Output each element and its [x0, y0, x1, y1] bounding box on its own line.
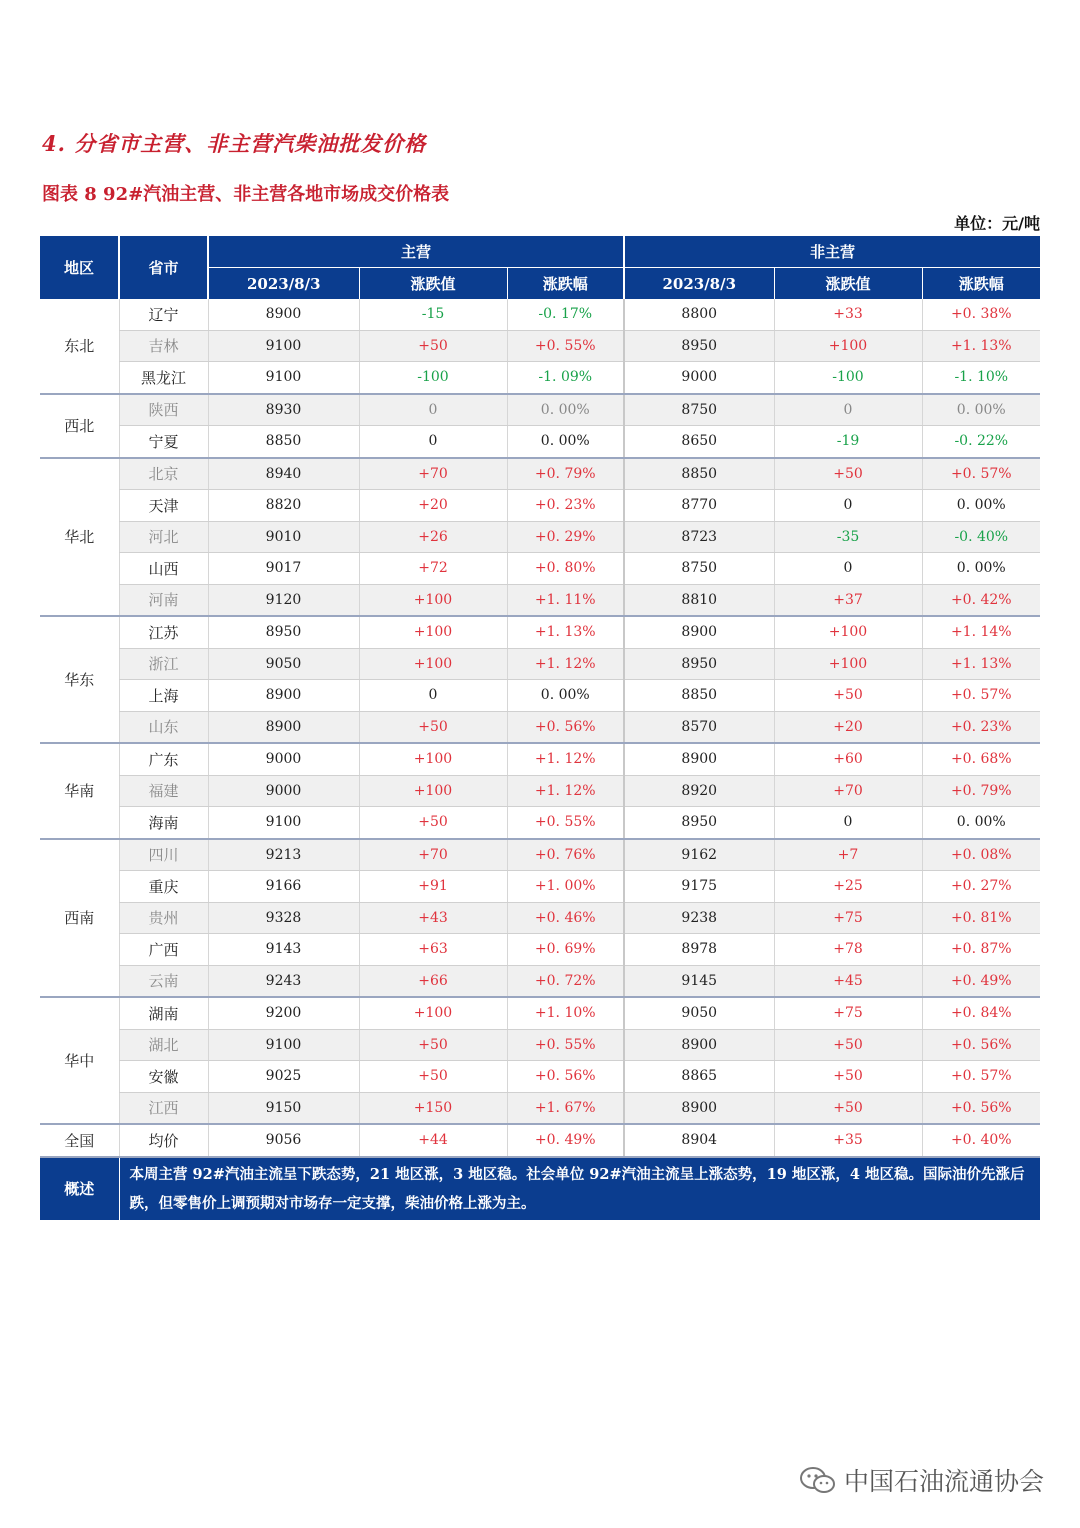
- header-nonmain-date: 2023/8/3: [624, 268, 774, 300]
- nonmain-change-cell: +50: [774, 458, 922, 490]
- price-table: [40, 236, 1040, 1220]
- nonmain-price-cell: 9000: [624, 362, 774, 394]
- main-pct-cell: +1. 11%: [507, 584, 624, 616]
- province-cell: 上海: [119, 680, 208, 712]
- main-pct-cell: +0. 79%: [507, 458, 624, 490]
- main-pct-cell: +0. 46%: [507, 902, 624, 934]
- nonmain-change-cell: +50: [774, 1029, 922, 1061]
- main-change-cell: +50: [359, 1061, 507, 1093]
- province-cell: 天津: [119, 490, 208, 522]
- province-cell: 河南: [119, 584, 208, 616]
- header-region: 地区: [40, 236, 119, 299]
- main-price-cell: 8940: [208, 458, 359, 490]
- nonmain-pct-cell: +0. 38%: [922, 299, 1040, 330]
- region-cell: 西南: [40, 839, 119, 998]
- nonmain-change-cell: +78: [774, 934, 922, 966]
- table-row: [40, 997, 1040, 1029]
- main-price-cell: 9143: [208, 934, 359, 966]
- main-price-cell: 9100: [208, 807, 359, 839]
- main-pct-cell: +0. 55%: [507, 1029, 624, 1061]
- table-row: [40, 1092, 1040, 1124]
- main-change-cell: +66: [359, 965, 507, 997]
- table-row: [40, 584, 1040, 616]
- table-body: [40, 299, 1040, 1157]
- nonmain-price-cell: 8950: [624, 807, 774, 839]
- watermark: [798, 1462, 1044, 1498]
- nonmain-price-cell: 8904: [624, 1124, 774, 1157]
- province-cell: 浙江: [119, 648, 208, 680]
- province-cell: 贵州: [119, 902, 208, 934]
- summary-row: [40, 1157, 1040, 1220]
- table-row: [40, 1029, 1040, 1061]
- main-price-cell: 9166: [208, 871, 359, 903]
- table-title: 图表 8 92#汽油主营、非主营各地市场成交价格表: [42, 184, 450, 205]
- main-change-cell: +20: [359, 490, 507, 522]
- nonmain-pct-cell: +0. 56%: [922, 1092, 1040, 1124]
- main-price-cell: 8900: [208, 711, 359, 743]
- nonmain-pct-cell: 0. 00%: [922, 394, 1040, 426]
- nonmain-price-cell: 8865: [624, 1061, 774, 1093]
- wechat-icon: [798, 1465, 838, 1495]
- main-pct-cell: +1. 12%: [507, 775, 624, 807]
- main-pct-cell: +0. 49%: [507, 1124, 624, 1157]
- province-cell: 江西: [119, 1092, 208, 1124]
- region-cell: 华东: [40, 616, 119, 743]
- nonmain-price-cell: 8770: [624, 490, 774, 522]
- main-price-cell: 9000: [208, 743, 359, 775]
- main-price-cell: 9100: [208, 1029, 359, 1061]
- table-row: [40, 299, 1040, 330]
- main-price-cell: 9120: [208, 584, 359, 616]
- nonmain-price-cell: 8810: [624, 584, 774, 616]
- summary-text: 本周主营 92#汽油主流呈下跌态势，21 地区涨，3 地区稳。社会单位 92#汽油主流呈上涨态势，19 地区涨，4 地区稳。国际油价先涨后跌，但零售价上调预期对市场存一定支撑，柴油价格上涨为主。: [119, 1157, 1040, 1220]
- main-pct-cell: -0. 17%: [507, 299, 624, 330]
- province-cell: 江苏: [119, 616, 208, 648]
- main-price-cell: 9150: [208, 1092, 359, 1124]
- main-price-cell: 9056: [208, 1124, 359, 1157]
- nonmain-pct-cell: +0. 57%: [922, 1061, 1040, 1093]
- province-cell: 重庆: [119, 871, 208, 903]
- nonmain-pct-cell: +0. 40%: [922, 1124, 1040, 1157]
- province-cell: 辽宁: [119, 299, 208, 330]
- region-cell: 华中: [40, 997, 119, 1124]
- main-pct-cell: +0. 55%: [507, 330, 624, 362]
- nonmain-pct-cell: +0. 49%: [922, 965, 1040, 997]
- main-pct-cell: +0. 29%: [507, 521, 624, 553]
- table-row: [40, 458, 1040, 490]
- nonmain-price-cell: 8900: [624, 1029, 774, 1061]
- main-change-cell: +44: [359, 1124, 507, 1157]
- nonmain-pct-cell: +0. 68%: [922, 743, 1040, 775]
- main-change-cell: +50: [359, 807, 507, 839]
- region-cell: 全国: [40, 1124, 119, 1157]
- main-change-cell: +91: [359, 871, 507, 903]
- header-province: 省市: [119, 236, 208, 299]
- header-nonmain-change-value: 涨跌值: [774, 268, 922, 300]
- nonmain-pct-cell: 0. 00%: [922, 553, 1040, 585]
- table-row: [40, 362, 1040, 394]
- main-change-cell: +72: [359, 553, 507, 585]
- table-row: [40, 394, 1040, 426]
- nonmain-price-cell: 8950: [624, 648, 774, 680]
- header-nonmain-change-pct: 涨跌幅: [922, 268, 1040, 300]
- province-cell: 黑龙江: [119, 362, 208, 394]
- region-cell: 华南: [40, 743, 119, 839]
- nonmain-price-cell: 8978: [624, 934, 774, 966]
- province-cell: 广西: [119, 934, 208, 966]
- province-cell: 山西: [119, 553, 208, 585]
- main-change-cell: +100: [359, 997, 507, 1029]
- summary-label: 概述: [40, 1157, 119, 1220]
- region-cell: 东北: [40, 299, 119, 394]
- table-row: [40, 1124, 1040, 1157]
- nonmain-pct-cell: +0. 84%: [922, 997, 1040, 1029]
- main-pct-cell: 0. 00%: [507, 394, 624, 426]
- nonmain-change-cell: +25: [774, 871, 922, 903]
- main-price-cell: 9000: [208, 775, 359, 807]
- nonmain-change-cell: 0: [774, 553, 922, 585]
- main-pct-cell: +0. 69%: [507, 934, 624, 966]
- main-price-cell: 9010: [208, 521, 359, 553]
- main-price-cell: 8930: [208, 394, 359, 426]
- nonmain-price-cell: 8650: [624, 426, 774, 458]
- unit-label: 单位：元/吨: [954, 214, 1040, 233]
- main-pct-cell: 0. 00%: [507, 680, 624, 712]
- main-change-cell: -15: [359, 299, 507, 330]
- nonmain-pct-cell: +0. 56%: [922, 1029, 1040, 1061]
- nonmain-price-cell: 8750: [624, 553, 774, 585]
- header-main-date: 2023/8/3: [208, 268, 359, 300]
- nonmain-price-cell: 8850: [624, 458, 774, 490]
- nonmain-change-cell: +20: [774, 711, 922, 743]
- nonmain-pct-cell: +0. 81%: [922, 902, 1040, 934]
- nonmain-change-cell: +35: [774, 1124, 922, 1157]
- main-pct-cell: +0. 23%: [507, 490, 624, 522]
- nonmain-change-cell: 0: [774, 394, 922, 426]
- nonmain-change-cell: +7: [774, 839, 922, 871]
- province-cell: 福建: [119, 775, 208, 807]
- table-row: [40, 965, 1040, 997]
- nonmain-price-cell: 8920: [624, 775, 774, 807]
- main-price-cell: 9025: [208, 1061, 359, 1093]
- nonmain-price-cell: 8950: [624, 330, 774, 362]
- main-price-cell: 9100: [208, 362, 359, 394]
- main-price-cell: 9017: [208, 553, 359, 585]
- nonmain-price-cell: 9145: [624, 965, 774, 997]
- nonmain-price-cell: 8900: [624, 616, 774, 648]
- table-row: [40, 807, 1040, 839]
- province-cell: 安徽: [119, 1061, 208, 1093]
- main-change-cell: +100: [359, 743, 507, 775]
- main-pct-cell: +0. 76%: [507, 839, 624, 871]
- province-cell: 四川: [119, 839, 208, 871]
- province-cell: 陕西: [119, 394, 208, 426]
- nonmain-change-cell: -100: [774, 362, 922, 394]
- province-cell: 湖北: [119, 1029, 208, 1061]
- main-change-cell: +100: [359, 648, 507, 680]
- nonmain-pct-cell: -0. 40%: [922, 521, 1040, 553]
- nonmain-price-cell: 9162: [624, 839, 774, 871]
- nonmain-price-cell: 8570: [624, 711, 774, 743]
- main-pct-cell: +0. 56%: [507, 711, 624, 743]
- nonmain-pct-cell: +0. 87%: [922, 934, 1040, 966]
- table-row: [40, 616, 1040, 648]
- header-main-change-pct: 涨跌幅: [507, 268, 624, 300]
- main-pct-cell: +1. 00%: [507, 871, 624, 903]
- main-price-cell: 8900: [208, 680, 359, 712]
- province-cell: 云南: [119, 965, 208, 997]
- main-pct-cell: +0. 80%: [507, 553, 624, 585]
- province-cell: 山东: [119, 711, 208, 743]
- header-nonmain-group: 非主营: [624, 236, 1040, 268]
- nonmain-price-cell: 8850: [624, 680, 774, 712]
- nonmain-change-cell: +50: [774, 1061, 922, 1093]
- province-cell: 吉林: [119, 330, 208, 362]
- nonmain-pct-cell: +0. 57%: [922, 680, 1040, 712]
- province-cell: 湖南: [119, 997, 208, 1029]
- nonmain-pct-cell: 0. 00%: [922, 807, 1040, 839]
- table-row: [40, 648, 1040, 680]
- province-cell: 宁夏: [119, 426, 208, 458]
- nonmain-change-cell: -35: [774, 521, 922, 553]
- main-change-cell: 0: [359, 680, 507, 712]
- main-pct-cell: +1. 67%: [507, 1092, 624, 1124]
- main-change-cell: +50: [359, 330, 507, 362]
- nonmain-change-cell: 0: [774, 490, 922, 522]
- main-price-cell: 9050: [208, 648, 359, 680]
- table-row: [40, 934, 1040, 966]
- nonmain-price-cell: 8900: [624, 743, 774, 775]
- nonmain-pct-cell: +0. 42%: [922, 584, 1040, 616]
- nonmain-change-cell: +75: [774, 997, 922, 1029]
- main-pct-cell: +1. 12%: [507, 743, 624, 775]
- nonmain-change-cell: 0: [774, 807, 922, 839]
- nonmain-pct-cell: -0. 22%: [922, 426, 1040, 458]
- header-main-group: 主营: [208, 236, 624, 268]
- main-price-cell: 9213: [208, 839, 359, 871]
- region-cell: 华北: [40, 458, 119, 617]
- nonmain-change-cell: +37: [774, 584, 922, 616]
- region-cell: 西北: [40, 394, 119, 458]
- header-main-change-value: 涨跌值: [359, 268, 507, 300]
- nonmain-change-cell: +50: [774, 680, 922, 712]
- table-row: [40, 871, 1040, 903]
- table-row: [40, 521, 1040, 553]
- table-row: [40, 839, 1040, 871]
- main-change-cell: +26: [359, 521, 507, 553]
- main-pct-cell: -1. 09%: [507, 362, 624, 394]
- table-row: [40, 775, 1040, 807]
- province-cell: 海南: [119, 807, 208, 839]
- main-change-cell: +100: [359, 616, 507, 648]
- main-change-cell: -100: [359, 362, 507, 394]
- nonmain-pct-cell: +0. 08%: [922, 839, 1040, 871]
- table-row: [40, 426, 1040, 458]
- table-row: [40, 553, 1040, 585]
- nonmain-pct-cell: +0. 79%: [922, 775, 1040, 807]
- main-pct-cell: +1. 13%: [507, 616, 624, 648]
- nonmain-price-cell: 9050: [624, 997, 774, 1029]
- main-pct-cell: +1. 10%: [507, 997, 624, 1029]
- nonmain-change-cell: +50: [774, 1092, 922, 1124]
- table-row: [40, 330, 1040, 362]
- nonmain-change-cell: +100: [774, 648, 922, 680]
- watermark-text: 中国石油流通协会: [843, 1467, 1044, 1496]
- nonmain-change-cell: +100: [774, 330, 922, 362]
- main-price-cell: 9100: [208, 330, 359, 362]
- nonmain-pct-cell: +1. 13%: [922, 648, 1040, 680]
- nonmain-change-cell: +70: [774, 775, 922, 807]
- nonmain-pct-cell: 0. 00%: [922, 490, 1040, 522]
- nonmain-price-cell: 8723: [624, 521, 774, 553]
- nonmain-price-cell: 9175: [624, 871, 774, 903]
- section-title: 4. 分省市主营、非主营汽柴油批发价格: [42, 131, 427, 156]
- main-change-cell: +70: [359, 458, 507, 490]
- province-cell: 北京: [119, 458, 208, 490]
- nonmain-pct-cell: +0. 57%: [922, 458, 1040, 490]
- table-row: [40, 490, 1040, 522]
- nonmain-price-cell: 8900: [624, 1092, 774, 1124]
- main-change-cell: +50: [359, 711, 507, 743]
- main-change-cell: +63: [359, 934, 507, 966]
- nonmain-price-cell: 9238: [624, 902, 774, 934]
- nonmain-pct-cell: -1. 10%: [922, 362, 1040, 394]
- table-row: [40, 1061, 1040, 1093]
- main-change-cell: +100: [359, 775, 507, 807]
- main-pct-cell: 0. 00%: [507, 426, 624, 458]
- nonmain-price-cell: 8800: [624, 299, 774, 330]
- nonmain-price-cell: 8750: [624, 394, 774, 426]
- main-pct-cell: +0. 56%: [507, 1061, 624, 1093]
- main-change-cell: 0: [359, 426, 507, 458]
- table-row: [40, 711, 1040, 743]
- main-price-cell: 8900: [208, 299, 359, 330]
- main-price-cell: 9328: [208, 902, 359, 934]
- nonmain-change-cell: +45: [774, 965, 922, 997]
- nonmain-pct-cell: +0. 23%: [922, 711, 1040, 743]
- main-price-cell: 8850: [208, 426, 359, 458]
- nonmain-pct-cell: +1. 13%: [922, 330, 1040, 362]
- table-row: [40, 680, 1040, 712]
- main-change-cell: +100: [359, 584, 507, 616]
- main-price-cell: 8950: [208, 616, 359, 648]
- nonmain-change-cell: +33: [774, 299, 922, 330]
- province-cell: 均价: [119, 1124, 208, 1157]
- main-change-cell: +150: [359, 1092, 507, 1124]
- main-price-cell: 9243: [208, 965, 359, 997]
- main-price-cell: 9200: [208, 997, 359, 1029]
- province-cell: 广东: [119, 743, 208, 775]
- table-row: [40, 743, 1040, 775]
- nonmain-pct-cell: +1. 14%: [922, 616, 1040, 648]
- nonmain-pct-cell: +0. 27%: [922, 871, 1040, 903]
- main-price-cell: 8820: [208, 490, 359, 522]
- nonmain-change-cell: +75: [774, 902, 922, 934]
- table-row: [40, 902, 1040, 934]
- main-pct-cell: +0. 72%: [507, 965, 624, 997]
- province-cell: 河北: [119, 521, 208, 553]
- nonmain-change-cell: +60: [774, 743, 922, 775]
- main-pct-cell: +1. 12%: [507, 648, 624, 680]
- main-pct-cell: +0. 55%: [507, 807, 624, 839]
- main-change-cell: +43: [359, 902, 507, 934]
- main-change-cell: +50: [359, 1029, 507, 1061]
- nonmain-change-cell: -19: [774, 426, 922, 458]
- nonmain-change-cell: +100: [774, 616, 922, 648]
- main-change-cell: 0: [359, 394, 507, 426]
- main-change-cell: +70: [359, 839, 507, 871]
